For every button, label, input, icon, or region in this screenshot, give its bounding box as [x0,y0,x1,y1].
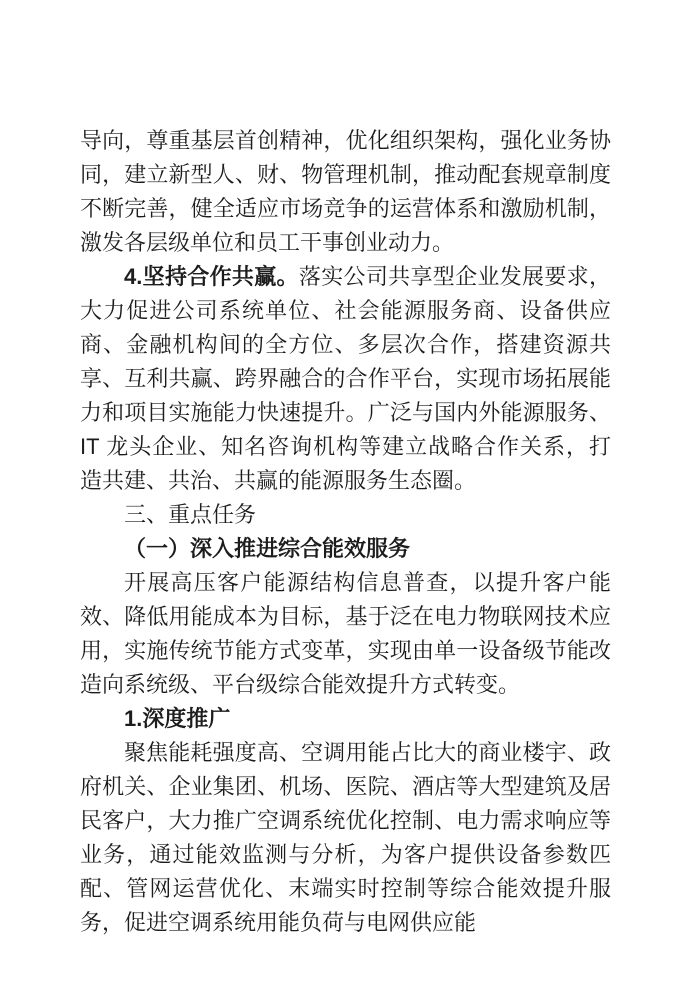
section-heading-key-tasks: 三、重点任务 [124,502,257,527]
paragraph-continuation: 导向，尊重基层首创精神，优化组织架构，强化业务协同，建立新型人、财、物管理机制，推动配套规章制度不断完善，健全适应市场竞争的运营体系和激励机制，激发各层级单位和员工干事创业动力。 [80,128,611,255]
numbered-heading-deep-promotion: 1.深度推广 [124,706,231,731]
paragraph-body-text: 落实公司共享型企业发展要求，大力促进公司系统单位、社会能源服务商、设备供应商、金融机构间的全方位、多层次合作，搭建资源共享、互利共赢、跨界融合的合作平台，实现市场拓展能力和项目实施能力快速提升。广泛与国内外能源服务、IT 龙头企业、知名咨询机构等建立战略合作关系，打造共建、共治、共赢的能源服务生态圈。 [80,264,611,493]
document-content [80,124,611,940]
paragraph-cooperation [80,260,611,498]
paragraph-focus-customers: 聚焦能耗强度高、空调用能占比大的商业楼宇、政府机关、企业集团、机场、医院、酒店等大型建筑及居民客户，大力推广空调系统优化控制、电力需求响应等业务，通过能效监测与分析，为客户提供设备参数匹配、管网运营优化、末端实时控制等综合能效提升服务，促进空调系统用能负荷与电网供应能 [80,740,611,935]
paragraph-bold-lead: 4.坚持合作共赢。 [124,264,299,289]
paragraph-survey: 开展高压客户能源结构信息普查，以提升客户能效、降低用能成本为目标，基于泛在电力物联网技术应用，实施传统节能方式变革，实现由单一设备级节能改造向系统级、平台级综合能效提升方式转变。 [80,570,611,697]
subsection-heading-energy-efficiency: （一）深入推进综合能效服务 [124,536,411,561]
